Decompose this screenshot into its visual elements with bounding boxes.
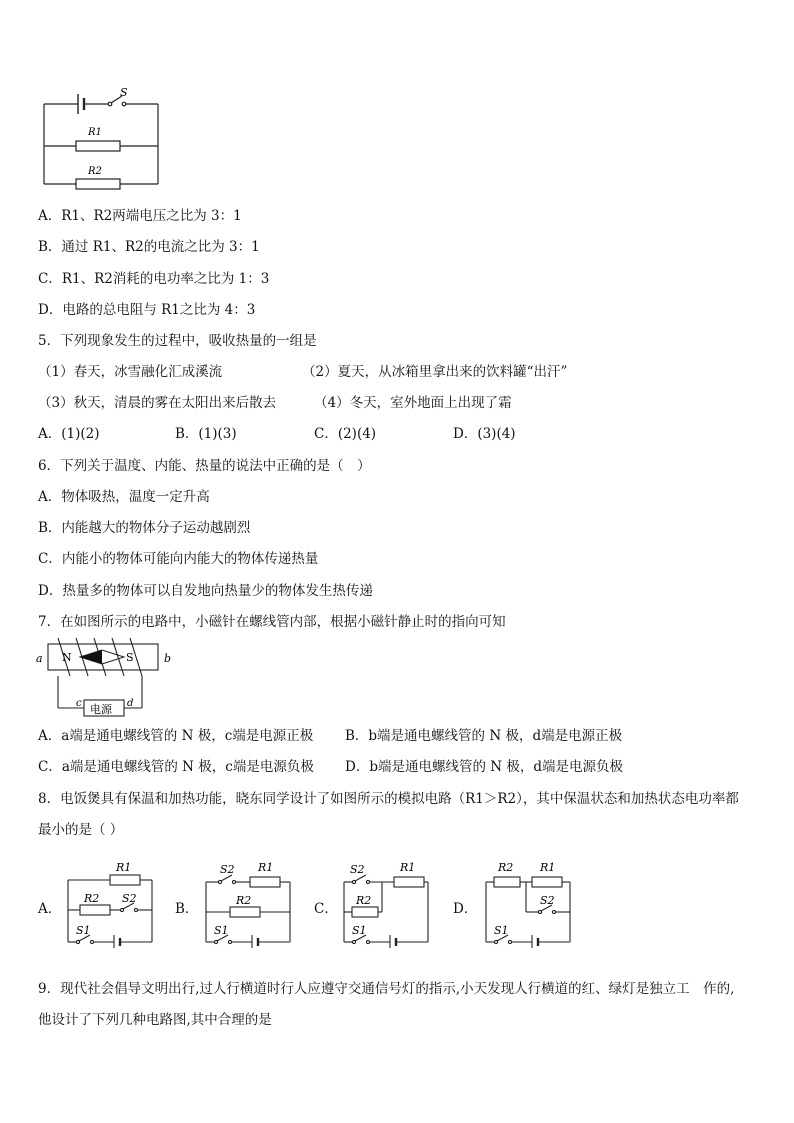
q6-option-b: B．内能越大的物体分子运动越剧烈 (38, 520, 251, 536)
q5-item-2: （2）夏天，从冰箱里拿出来的饮料罐“出汗” (302, 364, 568, 380)
q4-r2-label: R2 (88, 166, 102, 177)
q5-item-4: （4）冬天，室外地面上出现了霜 (314, 395, 512, 411)
q8-option-c-label: C． (314, 901, 338, 917)
q5-option-d: D．(3)(4) (453, 426, 516, 442)
q7-stem: 7．在如图所示的电路中，小磁针在螺线管内部，根据小磁针静止时的指向可知 (38, 614, 506, 630)
q8-d-r2-label: R2 (498, 861, 514, 874)
q7-option-a: A．a端是通电螺线管的 N 极，c端是电源正极 (38, 728, 314, 744)
q9-stem-line-2: 他设计了下列几种电路图,其中合理的是 (38, 1012, 272, 1028)
q9-stem-line-1: 9．现代社会倡导文明出行,过人行横道时行人应遵守交通信号灯的指示,小天发现人行横道的红、绿灯是独立工 作的, (38, 981, 735, 997)
q6-option-a: A．物体吸热，温度一定升高 (38, 489, 210, 505)
q8-a-s1-label: S1 (76, 924, 91, 937)
q6-option-d: D．热量多的物体可以自发地向热量少的物体发生热传递 (38, 583, 373, 599)
q6-option-c: C．内能小的物体可能向内能大的物体传递热量 (38, 551, 319, 567)
q5-stem: 5．下列现象发生的过程中，吸收热量的一组是 (38, 333, 317, 349)
q8-c-r2-label: R2 (356, 894, 372, 907)
q8-circuit-a (62, 858, 158, 948)
q7-option-b: B．b端是通电螺线管的 N 极，d端是电源正极 (345, 728, 623, 744)
q8-c-r1-label: R1 (400, 861, 416, 874)
q8-stem-line-2: 最小的是（ ） (38, 822, 124, 838)
q8-b-s1-label: S1 (214, 924, 229, 937)
q8-stem-line-1: 8．电饭煲具有保温和加热功能，晓东同学设计了如图所示的模拟电路（R1＞R2），其中保温状态和加热状态电功率都 (38, 791, 739, 807)
q4-option-c: C．R1、R2消耗的电功率之比为 1：3 (38, 271, 270, 287)
q8-option-a-label: A． (38, 901, 62, 917)
q6-stem: 6．下列关于温度、内能、热量的说法中正确的是（ ） (38, 458, 371, 474)
q4-option-a: A．R1、R2两端电压之比为 3：1 (38, 208, 242, 224)
q8-b-r1-label: R1 (258, 861, 274, 874)
q7-option-c: C．a端是通电螺线管的 N 极，c端是电源负极 (38, 759, 314, 775)
q8-option-d-label: D． (453, 901, 478, 917)
q8-a-s2-label: S2 (122, 892, 137, 905)
q7-north-label: N (62, 651, 72, 664)
q4-option-b: B．通过 R1、R2的电流之比为 3：1 (38, 239, 260, 255)
q4-switch-label: S (120, 86, 128, 99)
q8-circuit-d (480, 858, 576, 948)
q8-b-s2-label: S2 (220, 863, 235, 876)
q4-r1-label: R1 (88, 127, 102, 138)
q4-option-d: D．电路的总电阻与 R1之比为 4：3 (38, 302, 256, 318)
q7-south-label: S (126, 651, 134, 664)
q8-circuit-b (200, 858, 296, 948)
q7-terminal-d-label: d (127, 698, 134, 709)
q7-terminal-c-label: c (76, 698, 82, 709)
q8-b-r2-label: R2 (236, 894, 252, 907)
q8-d-r1-label: R1 (540, 861, 556, 874)
q5-option-c: C．(2)(4) (314, 426, 377, 442)
q8-d-s1-label: S1 (494, 924, 509, 937)
q7-power-source-label: 电源 (90, 703, 112, 716)
q5-item-3: （3）秋天，清晨的雾在太阳出来后散去 (38, 395, 277, 411)
q8-c-s2-label: S2 (350, 863, 365, 876)
q5-option-b: B．(1)(3) (175, 426, 237, 442)
q5-option-a: A．(1)(2) (38, 426, 100, 442)
q5-item-1: （1）春天，冰雪融化汇成溪流 (38, 364, 223, 380)
q4-circuit-diagram (38, 86, 168, 192)
q7-solenoid-diagram (36, 638, 176, 722)
q7-end-a-label: a (36, 652, 43, 665)
q8-d-s2-label: S2 (540, 894, 555, 907)
q8-a-r2-label: R2 (84, 892, 100, 905)
q8-c-s1-label: S1 (352, 924, 367, 937)
q7-end-b-label: b (164, 652, 172, 665)
q8-a-r1-label: R1 (116, 861, 132, 874)
q7-option-d: D．b端是通电螺线管的 N 极，d端是电源负极 (345, 759, 624, 775)
q8-option-b-label: B． (175, 901, 199, 917)
q8-circuit-c (338, 858, 434, 948)
